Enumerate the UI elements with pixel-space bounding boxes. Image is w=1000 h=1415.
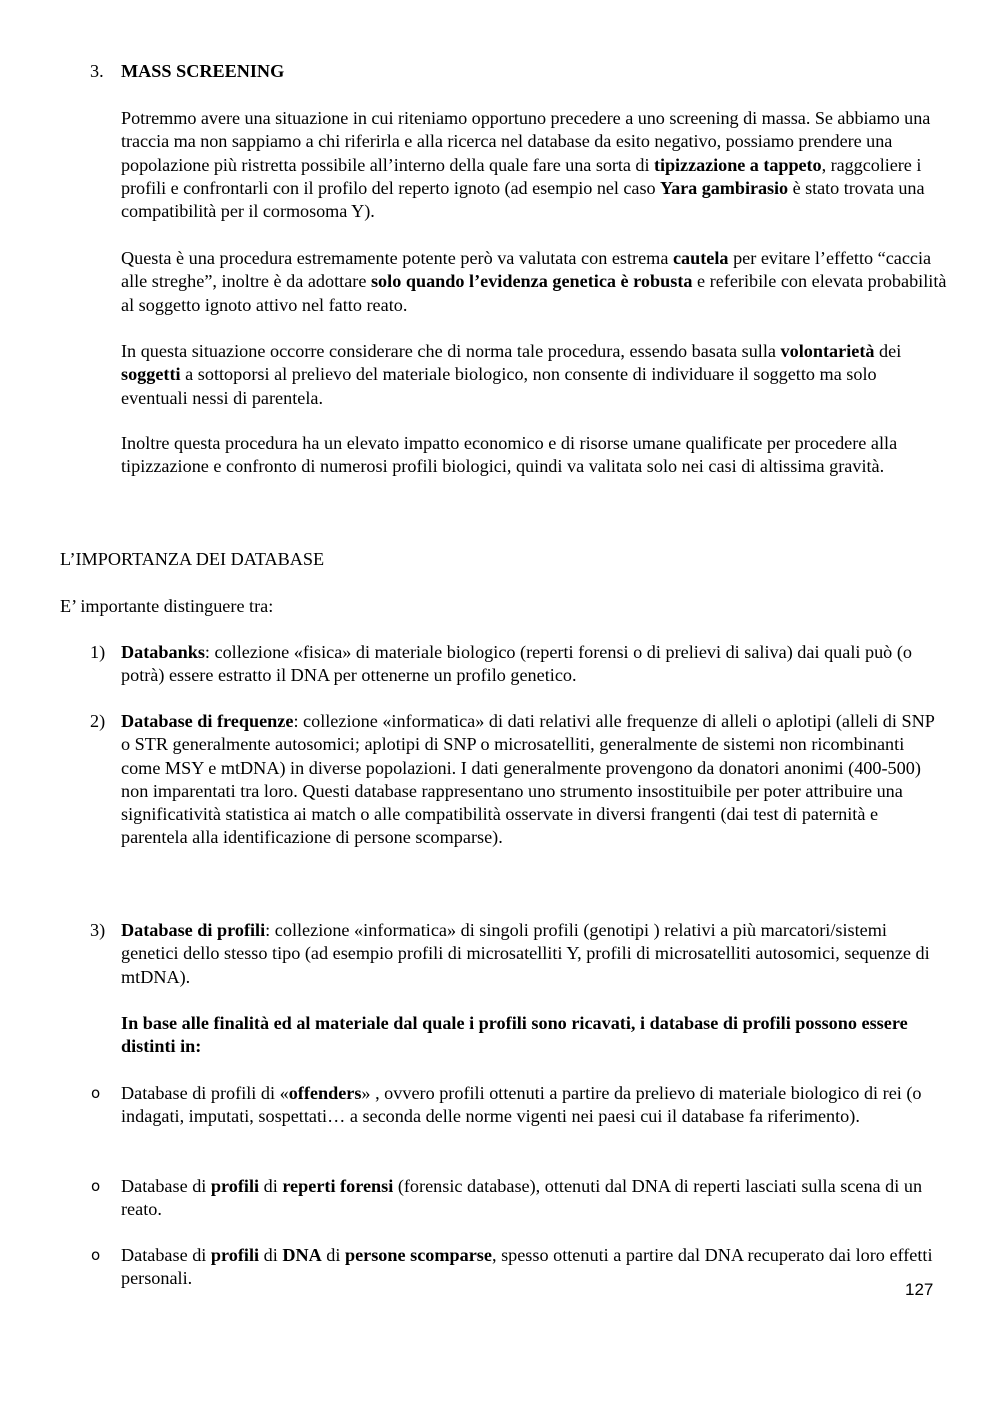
text-run: Database di [121,1245,211,1265]
text-run: dei [874,341,902,361]
bullet-marker: o [91,1177,101,1195]
text-run: di [259,1176,283,1196]
bold-text-run: Databanks [121,642,205,662]
section-title: MASS SCREENING [121,61,285,81]
text-run: a sottoporsi al prelievo del materiale biologico, non consente di individuare il soggetto ma solo eventuali nessi di parentela. [121,364,877,408]
list-item-text [121,919,947,989]
page-number: 127 [905,1280,934,1299]
mass-screening-body [121,60,947,83]
text-run: di [259,1245,283,1265]
text-run: : collezione «informatica» di dati relativi alle frequenze di alleli o aplotipi (alleli di SNP o STR generalmente autosomici; aplotipi di SNP o microsatelliti, generalmente de sistemi non ricombinanti come MSY e mtDNA) in diverse popolazioni. I dati generalmente provengono da donatori anonimi (400-500) non imparentati tra loro. Questi database rappresentano uno strumento insostituibile per poter attribuire una significatività statistica ai match o alle compatibilità osservate in diversi frangenti (dai test di paternità e parentela alla identificazione di persone scomparse). [121,711,935,848]
bold-text-run: profili [210,1245,260,1265]
bold-text-run: tipizzazione a tappeto [653,154,822,175]
text-run: Questa è una procedura estremamente potente però va valutata con estrema [121,248,673,268]
mass-screening-paragraph-2 [121,247,947,317]
bold-text-run: Yara gambirasio [660,177,789,198]
list-item-number: 3) [90,920,106,940]
bullet-text [121,1082,947,1129]
bold-text-run: volontarietà [780,341,875,361]
bold-text-run: solo quando l’evidenza genetica è robusta [370,271,693,292]
section-number: 3. [90,61,104,81]
text-run: per evitare l’effetto “caccia alle streghe”, inoltre è da adottare [121,248,932,292]
text-run: , spesso ottenuti a partire dal DNA recuperato dai loro effetti personali. [121,1245,933,1289]
mass-screening-paragraph-3 [121,340,947,410]
bullet-marker: o [91,1246,101,1264]
bullet-text [121,1175,947,1222]
text-run: , raggcoliere i profili e confrontarli con il profilo del reperto ignoto (ad esempio nel caso [121,154,922,198]
list-item-number: 1) [90,642,106,662]
list-item-text [121,710,947,850]
bold-text-run: profili [210,1176,260,1196]
text-run: Potremmo avere una situazione in cui riteniamo opportuno precedere a uno screening di massa. Se abbiamo una traccia ma non sappiamo a chi riferirla e alla ricerca nel database da esito negativo, possiamo prendere una popolazione più ristretta possibile all’interno della quale fare una sorta di [121,108,931,175]
database-heading: L’IMPORTANZA DEI DATABASE [60,549,325,569]
text-run: (forensic database), ottenuti dal DNA di reperti lasciati sulla scena di un reato. [121,1176,923,1220]
text-run: di [321,1245,345,1265]
mass-screening-paragraph-4 [121,432,947,479]
bold-text-run: persone scomparse [344,1245,492,1265]
bold-text-run: Database di frequenze [121,711,294,731]
bold-text-run: reperti forensi [282,1176,394,1196]
bold-text-run: DNA [282,1245,322,1265]
bold-text-run: cautela [672,248,729,268]
bold-text-run: Database di profili [121,920,266,940]
text-run: In questa situazione occorre considerare che di norma tale procedura, essendo basata sulla [121,341,781,361]
text-run: : collezione «informatica» di singoli profili (genotipi ) relativi a più marcatori/sistemi genetici dello stesso tipo (ad esempio profili di microsatelliti Y, profili di microsatelliti autosomici, sequenze di mtDNA). [121,920,930,987]
bullet-marker: o [91,1084,101,1102]
text-run: Database di profili di « [121,1083,289,1103]
text-run: » , ovvero profili ottenuti a partire da prelievo di materiale biologico di rei (o indagati, imputati, sospettati… a seconda delle norme vigenti nei paesi cui il database fa riferimento). [121,1083,922,1127]
mass-screening-paragraph-1 [121,107,947,223]
text-run: e referibile con elevata probabilità al soggetto ignoto attivo nel fatto reato. [121,271,947,315]
list-item-text [121,641,947,688]
bold-text-run: offenders [288,1083,362,1103]
list-item-note: In base alle finalità ed al materiale dal quale i profili sono ricavati, i database di profili possono essere distinti in: [121,1013,908,1057]
bullet-text [121,1244,947,1291]
bold-text-run: soggetti [121,364,181,385]
distinguish-intro: E’ importante distinguere tra: [60,596,274,616]
list-item-number: 2) [90,711,106,731]
text-run: è stato trovata una compatibilità per il cormosoma Y). [121,177,925,222]
text-run: : collezione «fisica» di materiale biologico (reperti forensi o di prelievi di saliva) dai quali può (o potrà) essere estratto il DNA per ottenerne un profilo genetico. [121,642,912,686]
text-run: Inoltre questa procedura ha un elevato impatto economico e di risorse umane qualificate per procedere alla tipizzazione e confronto di numerosi profili biologici, quindi va valitata solo nei casi di altissima gravità. [121,433,898,477]
text-run: Database di [121,1176,211,1196]
